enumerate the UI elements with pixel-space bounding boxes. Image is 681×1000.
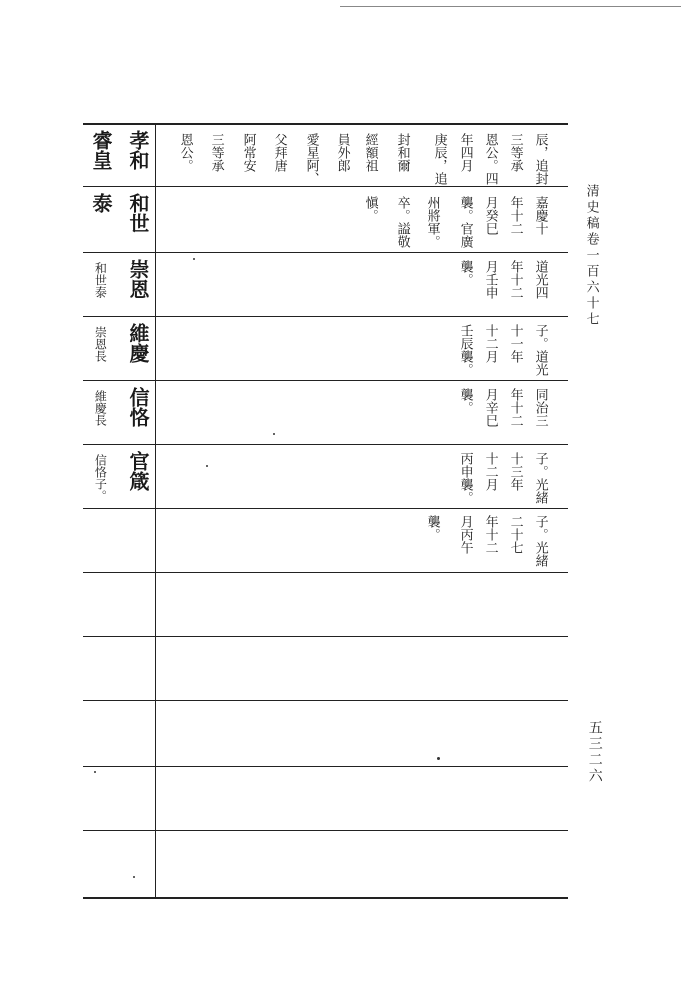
- lineage-note-5: 維慶長: [93, 390, 108, 426]
- generation-name-3: 崇恩: [126, 259, 150, 299]
- row1-text-col-10: 父拜唐: [271, 133, 287, 172]
- row2-text-col-1: 嘉慶十: [532, 196, 548, 235]
- row6-text-col-4: 丙申襲。: [457, 452, 473, 504]
- row1-text-col-1: 辰，追封: [532, 133, 548, 185]
- row4-text-col-3: 十二月: [482, 324, 498, 363]
- row1-text-col-7: 經額祖: [362, 133, 378, 172]
- row7-text-col-4: 月丙午: [457, 515, 473, 554]
- row3-text-col-1: 道光四: [532, 260, 548, 299]
- row4-text-col-1: 子。道光: [532, 324, 548, 376]
- row3-text-col-3: 月壬申: [482, 260, 498, 299]
- row5-text-col-3: 月辛巳: [482, 388, 498, 427]
- row2-text-col-5: 州將軍。: [424, 196, 440, 248]
- row3-text-col-2: 年十二: [507, 260, 523, 299]
- row1-text-col-12: 三等承: [208, 133, 224, 172]
- row1-text-col-11: 阿常安: [240, 133, 256, 172]
- page-number: 五三二六: [586, 720, 603, 784]
- lineage-note-3: 和世泰: [93, 262, 108, 298]
- lineage-note-4: 崇恩長: [93, 326, 108, 362]
- lineage-note-1: 睿皇: [89, 130, 113, 170]
- row5-text-col-4: 襲。: [457, 388, 473, 414]
- generation-name-6: 官箴: [126, 451, 150, 491]
- generation-name-4: 維慶: [126, 323, 150, 363]
- generation-name-1: 孝和: [126, 130, 150, 170]
- row5-text-col-2: 年十二: [507, 388, 523, 427]
- row2-text-col-4: 襲。官廣: [457, 196, 473, 248]
- row7-text-col-5: 襲。: [424, 515, 440, 541]
- scan-speck: [193, 258, 195, 260]
- row1-text-col-5: 庚辰，追: [431, 133, 447, 185]
- row1-text-col-6: 封和爾: [394, 133, 410, 172]
- row5-text-col-1: 同治三: [532, 388, 548, 427]
- generation-name-5: 信恪: [126, 387, 150, 427]
- row6-text-col-1: 子。光緒: [532, 452, 548, 504]
- lineage-note-6: 信恪子。: [93, 454, 108, 502]
- row7-text-col-2: 二十七: [507, 515, 523, 554]
- generation-name-2: 和世: [126, 193, 150, 233]
- lineage-note-2: 泰: [89, 193, 113, 213]
- row1-text-col-2: 三等承: [507, 133, 523, 172]
- scan-speck: [133, 876, 135, 878]
- row2-text-col-7: 愼。: [362, 196, 378, 222]
- row1-text-col-4: 年四月: [457, 133, 473, 172]
- scan-speck: [206, 465, 208, 467]
- running-title: 清史稿卷一百六十七: [583, 184, 599, 328]
- row2-text-col-3: 月癸巳: [482, 196, 498, 235]
- scan-speck: [94, 771, 96, 773]
- row1-text-col-8: 員外郎: [334, 133, 350, 172]
- row7-text-col-3: 年十二: [482, 515, 498, 554]
- scan-speck: [273, 433, 275, 435]
- row2-text-col-2: 年十二: [507, 196, 523, 235]
- name-column-separator: [155, 124, 156, 898]
- row3-text-col-4: 襲。: [457, 260, 473, 286]
- row7-text-col-1: 子。光緒: [532, 515, 548, 567]
- row4-text-col-4: 壬辰襲。: [457, 324, 473, 376]
- top-edge-rule: [340, 6, 681, 7]
- row2-text-col-6: 卒。謚敬: [394, 196, 410, 248]
- row1-text-col-13: 恩公。: [177, 133, 193, 172]
- row6-text-col-3: 十二月: [482, 452, 498, 491]
- row1-text-col-9: 愛星阿、: [303, 133, 319, 185]
- row4-text-col-2: 十一年: [507, 324, 523, 363]
- row6-text-col-2: 十三年: [507, 452, 523, 491]
- row1-text-col-3: 恩公。四: [482, 133, 498, 185]
- scan-speck: [437, 757, 440, 760]
